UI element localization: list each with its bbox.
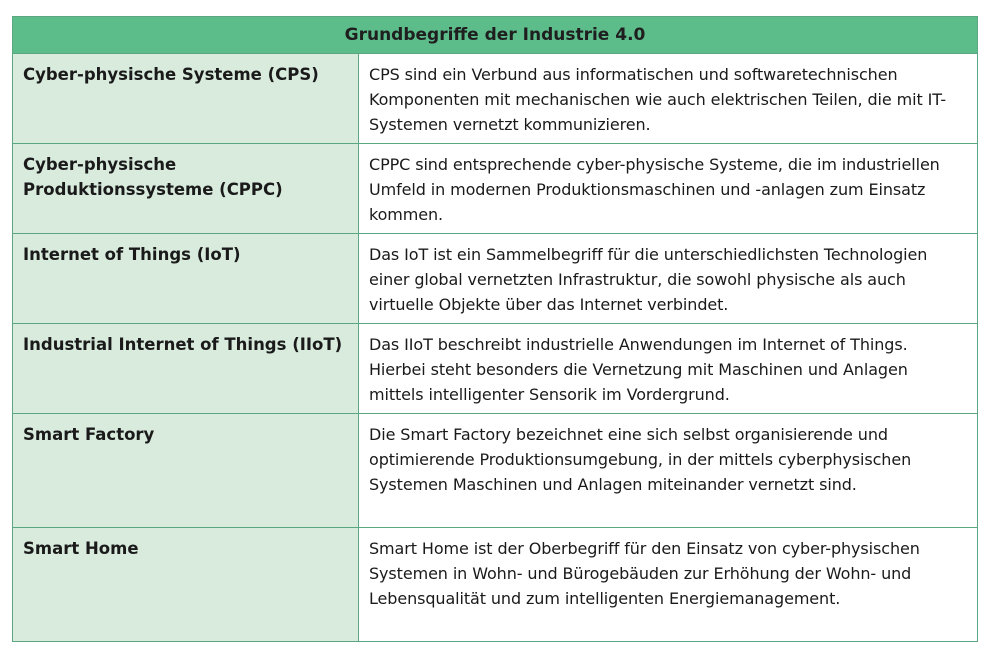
term-cell: Industrial Internet of Things (IIoT) — [13, 324, 359, 414]
definition-cell: CPS sind ein Verbund aus informatischen und softwaretechnischen Komponenten mit mechanischen wie auch elektrischen Teilen, die mit IT-Systemen vernetzt kommunizieren. — [359, 54, 978, 144]
definition-cell: Die Smart Factory bezeichnet eine sich selbst organisierende und optimierende Produktionsumgebung, in der mittels cyberphysischen Systemen Maschinen und Anlagen miteinander vernetzt sind. — [359, 414, 978, 528]
term-cell: Smart Home — [13, 528, 359, 642]
table-row — [13, 54, 978, 144]
definition-cell: Das IIoT beschreibt industrielle Anwendungen im Internet of Things. Hierbei steht besonders die Vernetzung mit Maschinen und Anlagen mittels intelligenter Sensorik im Vordergrund. — [359, 324, 978, 414]
table-row — [13, 144, 978, 234]
term-cell: Smart Factory — [13, 414, 359, 528]
term-cell: Cyber-physische Produktionssysteme (CPPC) — [13, 144, 359, 234]
definition-cell: Das IoT ist ein Sammelbegriff für die unterschiedlichsten Technologien einer global vernetzten Infrastruktur, die sowohl physische als auch virtuelle Objekte über das Internet verbindet. — [359, 234, 978, 324]
table-title: Grundbegriffe der Industrie 4.0 — [13, 17, 978, 54]
term-cell: Internet of Things (IoT) — [13, 234, 359, 324]
table-row — [13, 324, 978, 414]
glossary-table — [12, 16, 978, 642]
term-cell: Cyber-physische Systeme (CPS) — [13, 54, 359, 144]
definition-cell: CPPC sind entsprechende cyber-physische Systeme, die im industriellen Umfeld in modernen Produktionsmaschinen und -anlagen zum Einsatz kommen. — [359, 144, 978, 234]
table-row — [13, 234, 978, 324]
definition-cell: Smart Home ist der Oberbegriff für den Einsatz von cyber-physischen Systemen in Wohn- und Bürogebäuden zur Erhöhung der Wohn- und Lebensqualität und zum intelligenten Energiemanagement. — [359, 528, 978, 642]
table-row — [13, 528, 978, 642]
table-row — [13, 414, 978, 528]
table-header-row — [13, 17, 978, 54]
